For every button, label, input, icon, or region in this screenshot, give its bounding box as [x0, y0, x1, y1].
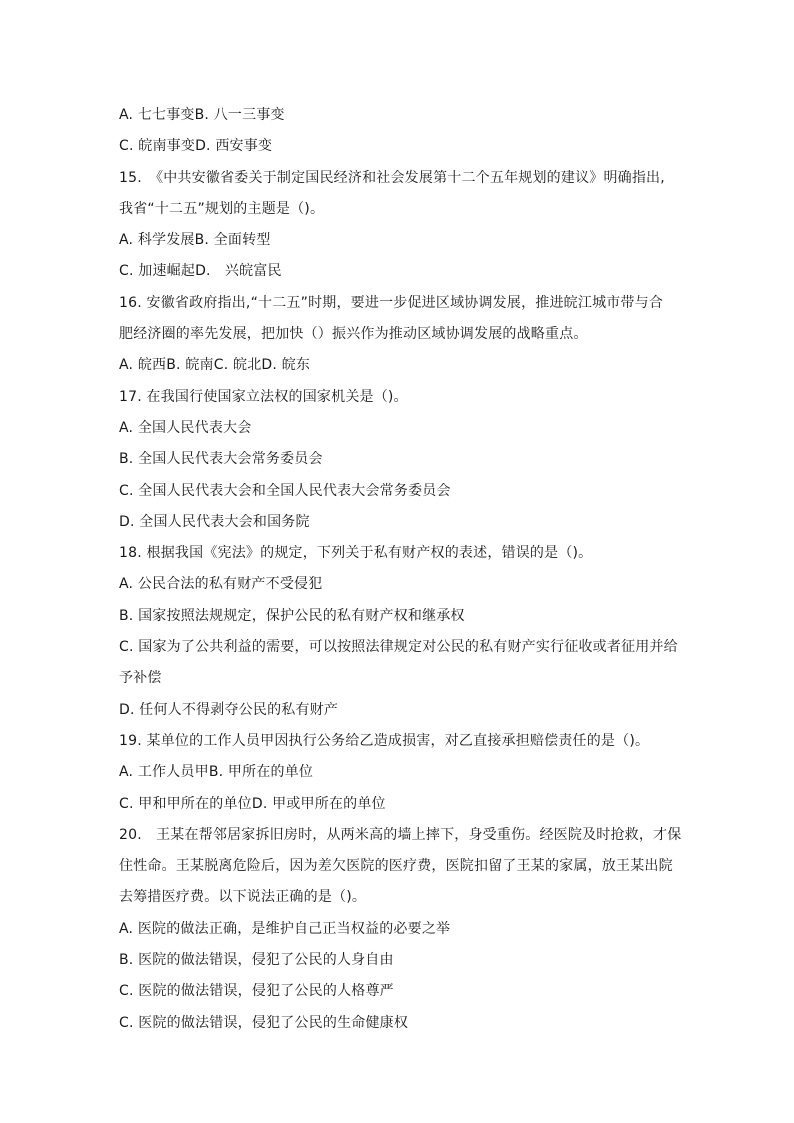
question-16-stem-line-1: 16. 安徽省政府指出,“十二五”时期，要进一步促进区域协调发展，推进皖江城市带与合 — [119, 294, 664, 311]
answer-option-q20-c-duplicate: C. 医院的做法错误，侵犯了公民的生命健康权 — [119, 1014, 409, 1031]
answer-option-q20-a: A. 医院的做法正确，是维护自己正当权益的必要之举 — [119, 920, 451, 937]
question-20-stem-line-3: 去筹措医疗费。以下说法正确的是（)。 — [119, 889, 367, 906]
question-text-block — [119, 100, 682, 1039]
answer-option-q18-a: A. 公民合法的私有财产不受侵犯 — [119, 576, 323, 593]
question-19-stem: 19. 某单位的工作人员甲因执行公务给乙造成损害，对乙直接承担赔偿责任的是（)。 — [119, 732, 650, 749]
question-18-stem: 18. 根据我国《宪法》的规定，下列关于私有财产权的表述，错误的是（)。 — [119, 545, 593, 562]
answer-option-q18-d: D. 任何人不得剥夺公民的私有财产 — [119, 701, 339, 718]
question-15-stem-line-1: 15. 《中共安徽省委关于制定国民经济和社会发展第十二个五年规划的建议》明确指出, — [119, 169, 665, 186]
answer-option-q17-a: A. 全国人民代表大会 — [119, 419, 252, 436]
answer-options-q14-line-1: A. 七七事变B. 八一三事变 — [119, 107, 285, 123]
answer-option-q17-d: D. 全国人民代表大会和国务院 — [119, 513, 310, 530]
answer-options-q19-line-1: A. 工作人员甲B. 甲所在的单位 — [119, 764, 314, 781]
question-20-stem-line-1: 20. 王某在帮邻居家拆旧房时，从两米高的墙上摔下，身受重伤。经医院及时抢救，才保 — [119, 826, 682, 843]
answer-option-q17-c: C. 全国人民代表大会和全国人民代表大会常务委员会 — [119, 482, 451, 499]
question-20-stem-line-2: 住性命。王某脱离危险后，因为差欠医院的医疗费，医院扣留了王某的家属，放王某出院 — [119, 858, 673, 875]
answer-option-q18-b: B. 国家按照法规规定，保护公民的私有财产权和继承权 — [119, 607, 465, 624]
answer-option-q20-c: C. 医院的做法错误，侵犯了公民的人格尊严 — [119, 983, 394, 1000]
answer-option-q18-c-line-2: 予补偿 — [119, 670, 162, 687]
answer-options-q14-line-2: C. 皖南事变D. 西安事变 — [119, 138, 273, 155]
answer-option-q20-b: B. 医院的做法错误，侵犯了公民的人身自由 — [119, 952, 394, 969]
answer-options-q15-line-2: C. 加速崛起D. 兴皖富民 — [119, 263, 282, 280]
answer-option-q18-c-line-1: C. 国家为了公共利益的需要，可以按照法律规定对公民的私有财产实行征收或者征用并给 — [119, 639, 678, 656]
answer-options-q19-line-2: C. 甲和甲所在的单位D. 甲或甲所在的单位 — [119, 795, 386, 812]
answer-options-q16: A. 皖西B. 皖南C. 皖北D. 皖东 — [119, 357, 311, 374]
question-15-stem-line-2: 我省“十二五”规划的主题是（)。 — [119, 200, 325, 217]
answer-option-q17-b: B. 全国人民代表大会常务委员会 — [119, 451, 323, 468]
answer-options-q15-line-1: A. 科学发展B. 全面转型 — [119, 232, 271, 249]
question-17-stem: 17. 在我国行使国家立法权的国家机关是（)。 — [119, 388, 408, 405]
question-16-stem-line-2: 肥经济圈的率先发展，把加快（）振兴作为推动区域协调发展的战略重点。 — [119, 326, 588, 343]
